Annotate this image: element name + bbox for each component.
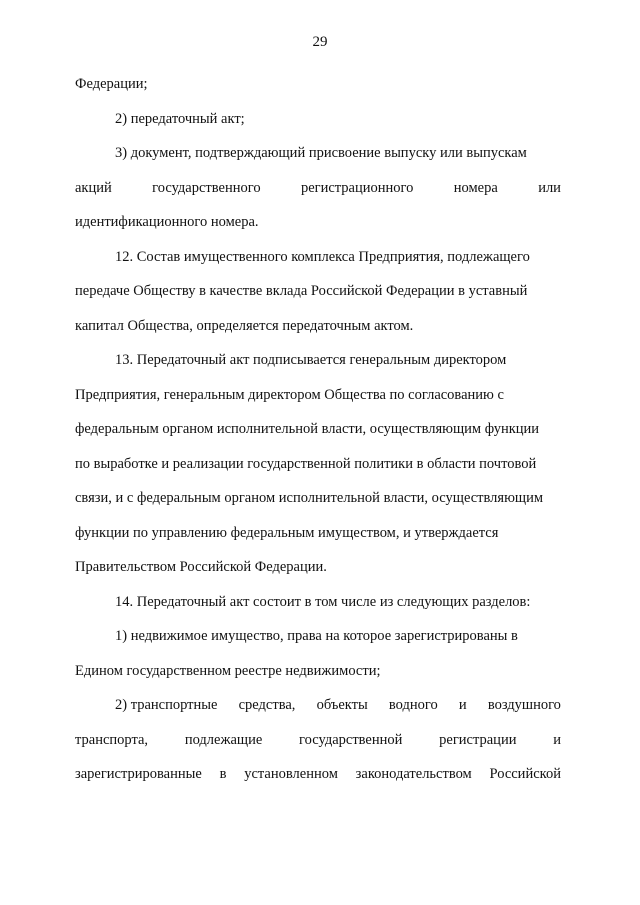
list-item-2b [75,688,561,723]
text-line: по выработке и реализации государственной политики в области почтовой [75,455,537,472]
word: объекты [316,697,368,713]
word: водного [388,697,438,713]
paragraph-12-start: 12. Состав имущественного комплекса Предприятия, подлежащего [115,248,530,265]
word: подлежащие [184,731,263,748]
text-line: связи, и с федеральным органом исполнительной власти, осуществляющим [75,490,544,506]
word: номера [453,179,498,196]
text-line: Предприятия, генеральным директором Общества по согласованию с [75,386,504,403]
word: законодательством [355,766,472,782]
justified-line-words [75,723,561,758]
justified-line-words [75,757,561,792]
word: средства, [238,697,296,713]
text-line: Правительством Российской Федерации. [75,559,327,575]
word: транспорта, [75,731,149,748]
word: и [553,731,561,748]
text-line: капитал Общества, определяется передаточным актом. [75,317,414,334]
text-line: Едином государственном реестре недвижимости; [75,662,381,679]
paragraph-14-start: 14. Передаточный акт состоит в том числе из следующих разделов: [115,593,531,610]
text-line: идентификационного номера. [75,214,259,230]
word: воздушного [487,697,561,713]
word: или [538,179,561,196]
word: зарегистрированные [75,766,202,782]
word: акций [75,179,112,196]
text-line: федеральным органом исполнительной власти, осуществляющим функции [75,421,540,437]
word: государственной [299,731,403,748]
list-item-1: 1) недвижимое имущество, права на которое зарегистрированы в [115,628,518,644]
word: регистрации [439,731,517,748]
word: регистрационного [300,179,414,196]
page-number: 29 [312,34,328,50]
document-body [75,67,561,792]
word: государственного [152,179,261,196]
paragraph-13-start: 13. Передаточный акт подписывается генеральным директором [115,352,507,368]
text-line: передаче Обществу в качестве вклада Российской Федерации в уставный [75,283,528,299]
word: и [458,697,467,713]
word: Российской [489,766,561,782]
list-item-2: 2) передаточный акт; [115,110,245,127]
text-line: функции по управлению федеральным имуществом, и утверждается [75,524,499,541]
list-item-3 [75,136,561,171]
justified-line: 3) документ, подтверждающий присвоение выпуску или выпускам [115,145,527,161]
word: 2) транспортные [115,697,218,713]
word: установленном [244,766,338,782]
text-line: Федерации; [75,76,148,92]
justified-line-words [75,171,561,206]
word: в [219,766,227,782]
